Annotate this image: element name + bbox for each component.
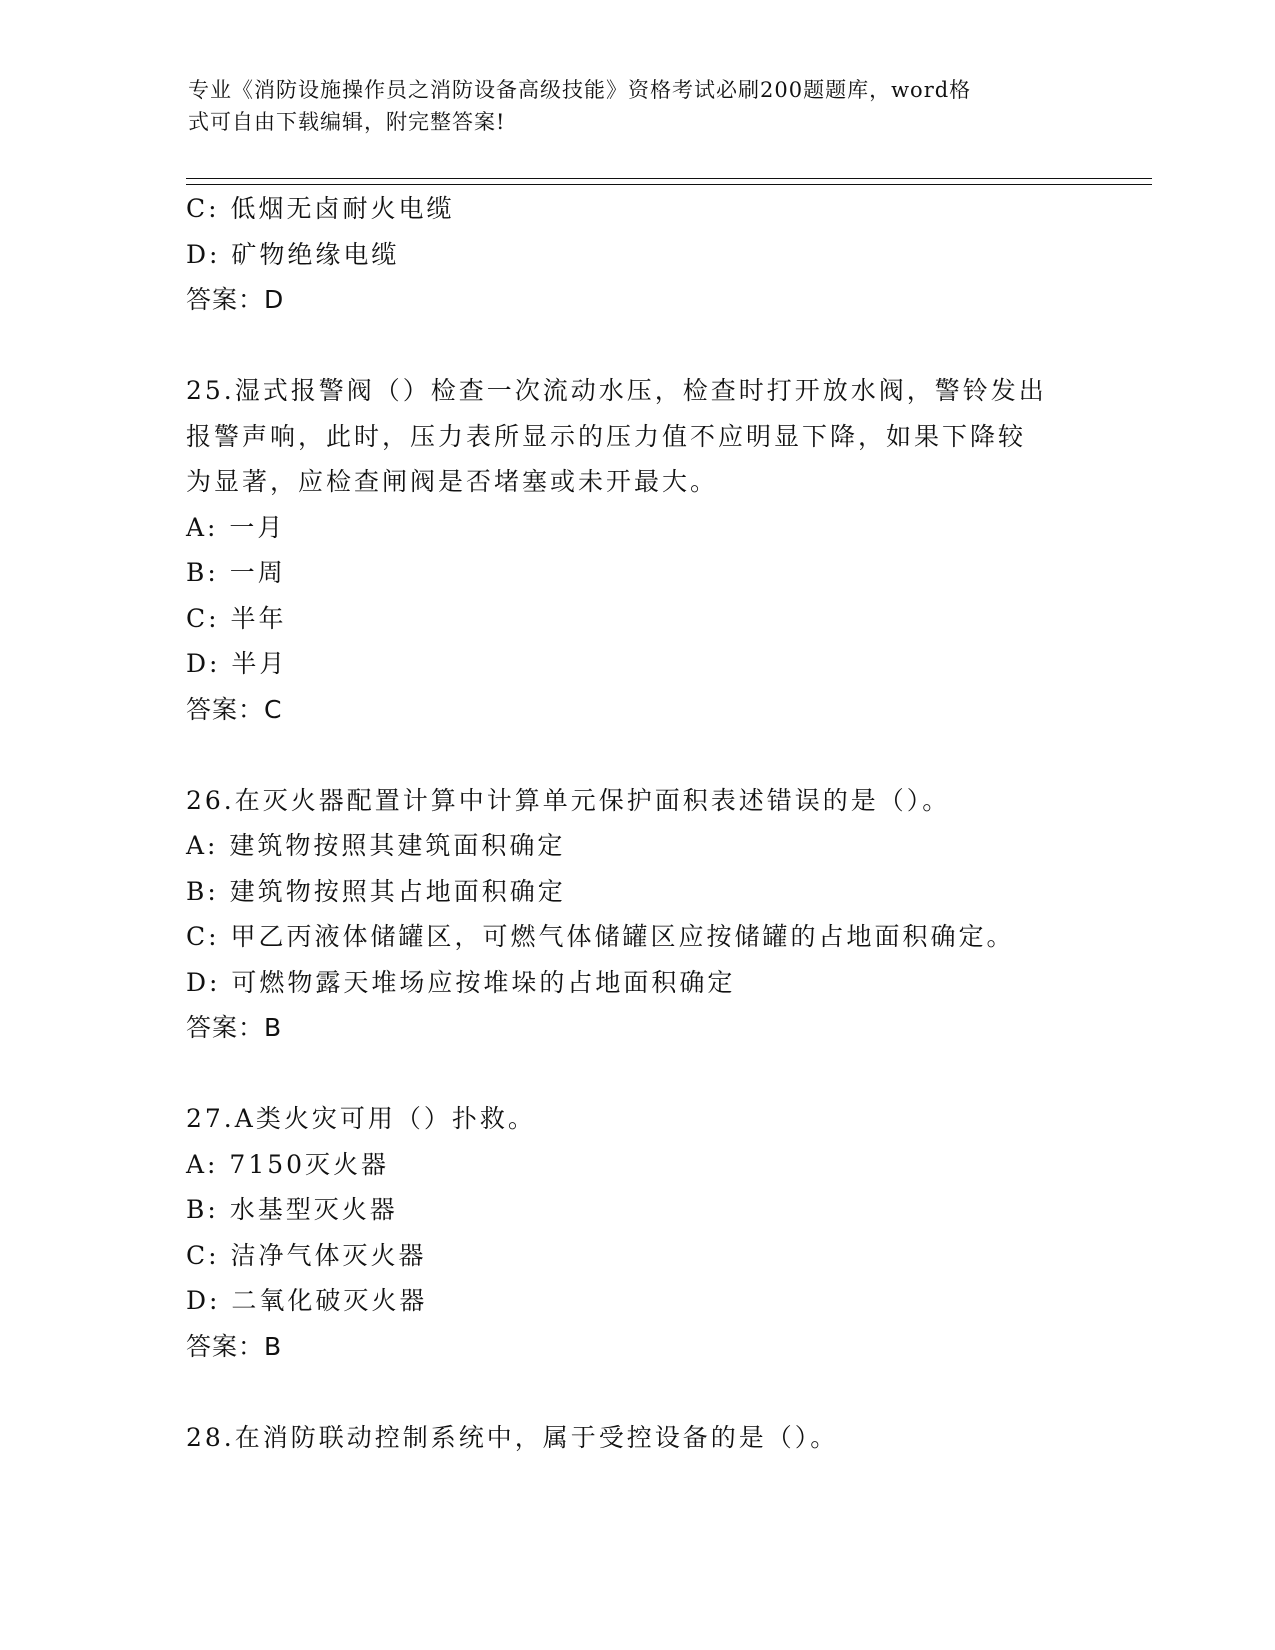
question-stem: 25.湿式报警阀（）检查一次流动水压，检查时打开放水阀，警铃发出 (186, 376, 1047, 405)
option-b: B: 一周 (186, 558, 286, 587)
option-b: B: 建筑物按照其占地面积确定 (186, 876, 566, 906)
answer: 答案：B (186, 1331, 283, 1361)
spacer (186, 1369, 1086, 1415)
option-a: A: 7150灭火器 (186, 1149, 390, 1179)
option-c: C: 洁净气体灭火器 (186, 1240, 427, 1270)
answer: 答案：D (186, 285, 285, 314)
option-d: D: 矿物绝缘电缆 (186, 239, 400, 269)
question-stem: 27.A类火灾可用（）扑救。 (186, 1104, 536, 1133)
page-header (188, 74, 1068, 138)
question-26 (186, 778, 1086, 1051)
document-body (186, 186, 1086, 1460)
header-double-rule (186, 178, 1152, 185)
option-d: D: 可燃物露天堆场应按堆垛的占地面积确定 (186, 967, 736, 997)
answer: 答案：C (186, 694, 283, 724)
question-stem: 为显著，应检查闸阀是否堵塞或未开最大。 (186, 467, 719, 496)
question-28 (186, 1415, 1086, 1461)
header-line-2: 式可自由下载编辑，附完整答案! (188, 110, 506, 134)
question-stem: 26.在灭火器配置计算中计算单元保护面积表述错误的是（）。 (186, 785, 951, 815)
option-d: D: 二氧化破灭火器 (186, 1286, 428, 1315)
question-25 (186, 368, 1086, 732)
option-c: C: 半年 (186, 603, 287, 633)
spacer (186, 323, 1086, 369)
header-line-1: 专业《消防设施操作员之消防设备高级技能》资格考试必刷200题题库，word格 (188, 78, 972, 102)
question-24-tail (186, 186, 1086, 323)
option-d: D: 半月 (186, 649, 288, 678)
question-27 (186, 1096, 1086, 1369)
option-a: A: 建筑物按照其建筑面积确定 (186, 831, 566, 860)
spacer (186, 1051, 1086, 1097)
option-c: C: 低烟无卤耐火电缆 (186, 194, 455, 223)
spacer (186, 732, 1086, 778)
option-c: C: 甲乙丙液体储罐区，可燃气体储罐区应按储罐的占地面积确定。 (186, 922, 1015, 951)
option-a: A: 一月 (186, 512, 286, 542)
option-b: B: 水基型灭火器 (186, 1195, 398, 1224)
answer: 答案：B (186, 1013, 283, 1042)
question-stem: 报警声响，此时，压力表所显示的压力值不应明显下降，如果下降较 (186, 421, 1027, 451)
question-stem: 28.在消防联动控制系统中，属于受控设备的是（）。 (186, 1422, 839, 1452)
